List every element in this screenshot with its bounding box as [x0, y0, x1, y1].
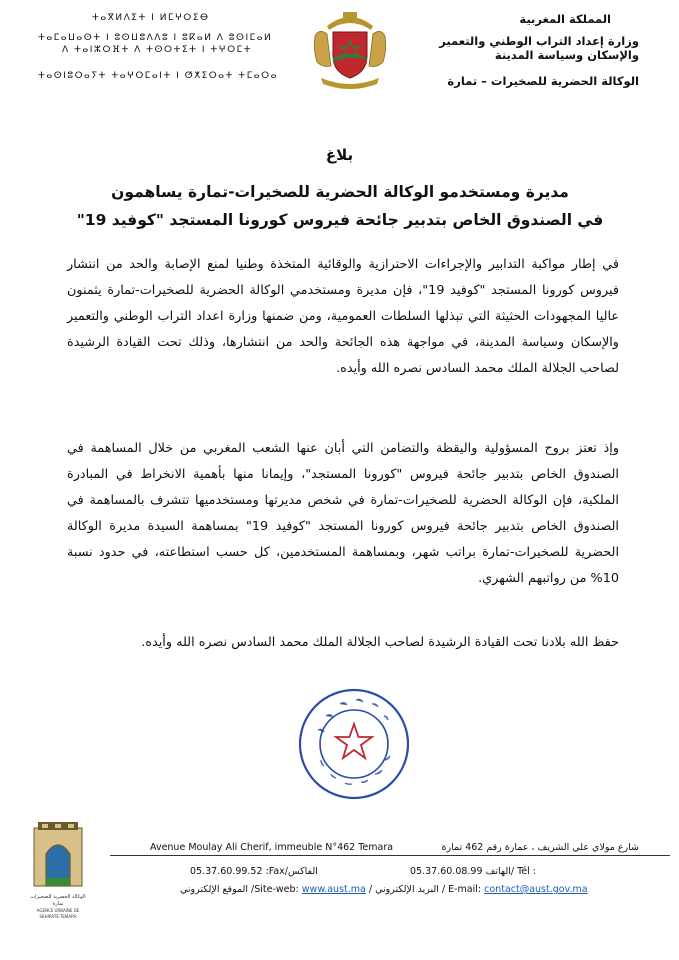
tel-line — [410, 866, 536, 878]
address-ar: شارع مولاي علي الشريف ، عمارة رقم 462 تمارة — [441, 842, 639, 853]
header-tifinagh — [38, 12, 278, 82]
logo-caption-fr: AGENCE URBAINE DE SKHIRATE-TEMARA — [36, 908, 80, 919]
fax-number: 05.37.60.99.52 — [190, 866, 263, 877]
logo-caption-ar: الوكالة الحضرية للصخيرات تمارة — [30, 894, 86, 907]
ministry-name-ar-2: والإسكان وسياسة المدينة — [494, 48, 639, 62]
kingdom-name-tif: ⵜⴰⴳⵍⴷⵉⵜ ⵏ ⵍⵎⵖⵔⵉⴱ — [92, 13, 210, 23]
address-fr: Avenue Moulay Ali Cherif, immeuble N°462 Temara — [150, 842, 394, 853]
header-arabic — [439, 12, 639, 88]
body-paragraph-1: في إطار مواكبة التدابير والإجراءات الاحترازية والوقائية المتخذة وطنيا لمنع الإصابة والحد من انتشار فيروس كورونا المستجد "كوفيد 19"، فإن مديرة ومستخدمي الوكالة الحضرية للصخيرات-تمارة يثمنون عاليا المجهودات الحثيثة التي تبذلها السلطات العمومية، ومن ضمنها وزارة اعداد التراب الوطني والتعمير والإسكان وسياسة المدينة، في مواجهة هذه الجائحة والحد من انتشارها، وذلك تحت القيادة الرشيدة لصاحب الجلالة الملك محمد السادس نصره الله وأيده. — [67, 257, 619, 376]
kingdom-name-ar: المملكة المغربية — [519, 12, 611, 26]
website-link[interactable]: www.aust.ma — [301, 884, 366, 895]
contact-line — [180, 884, 588, 896]
footer-divider — [110, 855, 670, 856]
ministry-name-tif-1: ⵜⴰⵎⴰⵡⴰⵙⵜ ⵏ ⵓⵙⵡⵓⴷⴷⵓ ⵏ ⵓⴽⴰⵍ ⴷ ⵓⵙⵏⵎⴰⵍ — [38, 33, 273, 43]
tel-number: 05.37.60.08.99 — [410, 866, 483, 877]
official-stamp — [296, 686, 412, 802]
ministry-name-ar-1: وزارة إعداد التراب الوطني والتعمير — [439, 34, 639, 48]
web-label: الموقع الإلكتروني /Site-web: — [180, 884, 299, 895]
fax-line — [190, 866, 318, 878]
document-title: بلاغ — [325, 146, 354, 164]
tel-label: الهاتف/ Tél : — [485, 866, 536, 877]
body-paragraph-3: حفظ الله بلادنا تحت القيادة الرشيدة لصاحب الجلالة الملك محمد السادس نصره الله وأيده. — [141, 635, 619, 650]
email-link[interactable]: contact@aust.gov.ma — [484, 884, 588, 895]
agency-name-tif: ⵜⴰⵙⵏⵓⵔⴰⵢⵜ ⵜⴰⵖⵔⵎⴰⵏⵜ ⵏ ⵚⵅⵉⵔⴰⵜ ⵜⵎⴰⵔⴰ — [38, 71, 278, 81]
fax-label: :Fax/الفاكس — [265, 866, 318, 877]
body-paragraph-2: وإذ تعتز بروح المسؤولية واليقظة والتضامن التي أبان عنها الشعب المغربي من خلال المساهمة في الصندوق الخاص بتدبير جائحة فيروس "كورونا المستجد"، وإيمانا منها بأهمية الانخراط في المبادرة الملكية، فإن الوكالة الحضرية للصخيرات-تمارة في شخص مديرتها ومستخدميها تتشرف بالمساهمة في الصندوق الخاص بتدبير جائحة فيروس كورونا المستجد "كوفيد 19" بمساهمة السيدة مديرة الوكالة الحضرية للصخيرات-تمارة براتب شهر، وبمساهمة المستخدمين، كل حسب استطاعته، في حدود نسبة 10% من رواتبهم الشهري. — [67, 441, 619, 586]
agency-name-ar: الوكالة الحضرية للصخيرات – تمارة — [447, 74, 639, 88]
agency-logo — [28, 818, 88, 922]
email-label: / البريد الإلكتروني / E-mail: — [368, 884, 482, 895]
royal-coat-of-arms-icon — [305, 6, 395, 96]
headline-line-1: مديرة ومستخدمو الوكالة الحضرية للصخيرات-تمارة يساهمون — [111, 183, 569, 201]
document-headline — [20, 178, 660, 234]
headline-line-2: في الصندوق الخاص بتدبير جائحة فيروس كورونا المستجد "كوفيد 19" — [76, 211, 604, 229]
ministry-name-tif-2: ⴷ ⵜⴰⵏⵣⵔⴼⵜ ⴷ ⵜⵙⵔⵜⵉⵜ ⵏ ⵜⵖⵔⵎⵜ — [62, 45, 253, 55]
